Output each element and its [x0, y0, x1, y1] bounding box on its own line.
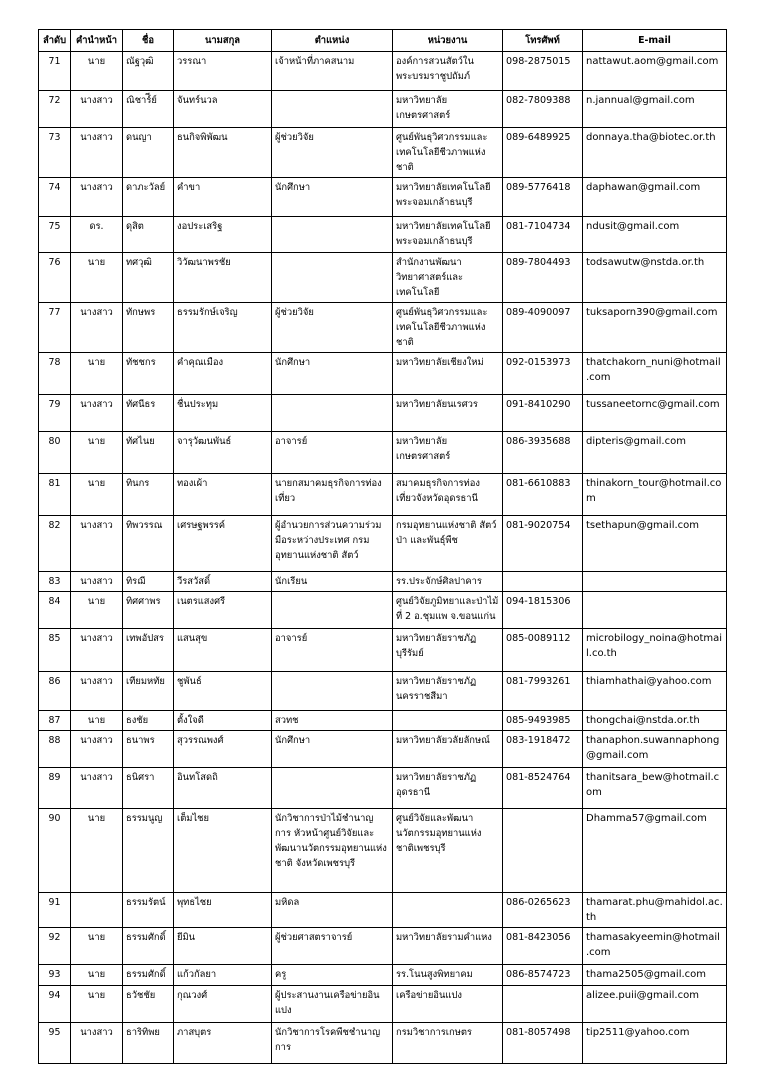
- cell-no: 75: [39, 217, 71, 253]
- cell-first-name: ทัชชกร: [123, 353, 174, 395]
- cell-position: [272, 395, 393, 432]
- cell-email: tsethapun@gmail.com: [583, 516, 727, 572]
- cell-email: tip2511@yahoo.com: [583, 1023, 727, 1064]
- cell-organization: องค์การสวนสัตว์ในพระบรมราชูปถัมภ์: [393, 52, 503, 91]
- cell-first-name: ทัศนีธร: [123, 395, 174, 432]
- cell-organization: ศูนย์วิจัยภูมิทยาและป่าไม้ที่ 2 อ.ชุมแพ จ.ขอนแก่น: [393, 592, 503, 629]
- cell-position: ผู้ประสานงานเครือข่ายอินแปง: [272, 986, 393, 1023]
- header-phone: โทรศัพท์: [503, 30, 583, 52]
- cell-phone: 081-6610883: [503, 474, 583, 516]
- cell-position: อาจารย์: [272, 432, 393, 474]
- table-row: [39, 572, 727, 592]
- cell-no: 78: [39, 353, 71, 395]
- cell-position: ผู้ช่วยศาสตราจารย์: [272, 928, 393, 965]
- cell-email: n.jannual@gmail.com: [583, 91, 727, 128]
- cell-first-name: ธงชัย: [123, 711, 174, 731]
- cell-first-name: ทินกร: [123, 474, 174, 516]
- cell-phone: [503, 986, 583, 1023]
- cell-email: dipteris@gmail.com: [583, 432, 727, 474]
- cell-prefix: นางสาว: [71, 516, 123, 572]
- cell-prefix: นาย: [71, 474, 123, 516]
- table-body: [39, 52, 727, 1064]
- table-row: [39, 217, 727, 253]
- cell-phone: 089-6489925: [503, 128, 583, 178]
- cell-position: [272, 217, 393, 253]
- cell-position: นักวิชาการโรคพืชชำนาญการ: [272, 1023, 393, 1064]
- header-prefix: คำนำหน้า: [71, 30, 123, 52]
- cell-organization: มหาวิทยาลัยเทคโนโลยีพระจอมเกล้าธนบุรี: [393, 217, 503, 253]
- cell-prefix: นางสาว: [71, 128, 123, 178]
- cell-first-name: ทิพวรรณ: [123, 516, 174, 572]
- cell-organization: ศูนย์วิจัยและพัฒนานวัตกรรมอุทยานแห่งชาติเพชรบุรี: [393, 809, 503, 893]
- table-row: [39, 474, 727, 516]
- cell-no: 84: [39, 592, 71, 629]
- cell-first-name: ธรรมศักดิ์: [123, 928, 174, 965]
- cell-phone: 086-3935688: [503, 432, 583, 474]
- table-row: [39, 516, 727, 572]
- cell-email: microbilogy_noina@hotmail.co.th: [583, 629, 727, 672]
- cell-last-name: สุวรรณพงศ์: [174, 731, 272, 768]
- cell-organization: มหาวิทยาลัยวลัยลักษณ์: [393, 731, 503, 768]
- cell-organization: ศูนย์พันธุวิศวกรรมและเทคโนโลยีชีวภาพแห่งชาติ: [393, 128, 503, 178]
- cell-position: [272, 592, 393, 629]
- cell-position: [272, 672, 393, 711]
- table-row: [39, 928, 727, 965]
- cell-phone: [503, 809, 583, 893]
- cell-first-name: ทัศไนย: [123, 432, 174, 474]
- cell-last-name: เต็มไชย: [174, 809, 272, 893]
- header-first-name: ชื่อ: [123, 30, 174, 52]
- cell-no: 90: [39, 809, 71, 893]
- cell-last-name: จารุวัฒนพันธ์: [174, 432, 272, 474]
- cell-phone: 089-4090097: [503, 303, 583, 353]
- cell-position: นักวิชาการป่าไม้ชำนาญการ หัวหน้าศูนย์วิจัยและพัฒนานวัตกรรมอุทยานแห่งชาติ จังหวัดเพชรบุรี: [272, 809, 393, 893]
- cell-first-name: ดาภะวัลย์: [123, 178, 174, 217]
- table-row: [39, 768, 727, 809]
- cell-first-name: เทียมหทัย: [123, 672, 174, 711]
- cell-email: thamarat.phu@mahidol.ac.th: [583, 893, 727, 928]
- cell-organization: ศูนย์พันธุวิศวกรรมและเทคโนโลยีชีวภาพแห่งชาติ: [393, 303, 503, 353]
- cell-position: นักศึกษา: [272, 731, 393, 768]
- cell-prefix: นางสาว: [71, 178, 123, 217]
- cell-last-name: วิวัฒนาพรชัย: [174, 253, 272, 303]
- cell-email: thatchakorn_nuni@hotmail.com: [583, 353, 727, 395]
- table-row: [39, 303, 727, 353]
- table-row: [39, 731, 727, 768]
- table-row: [39, 592, 727, 629]
- cell-prefix: นางสาว: [71, 731, 123, 768]
- table-row: [39, 629, 727, 672]
- cell-first-name: ธนาพร: [123, 731, 174, 768]
- cell-first-name: ธาริทิพย: [123, 1023, 174, 1064]
- cell-last-name: วรรณา: [174, 52, 272, 91]
- cell-no: 76: [39, 253, 71, 303]
- cell-position: เจ้าหน้าที่ภาคสนาม: [272, 52, 393, 91]
- cell-no: 95: [39, 1023, 71, 1064]
- cell-last-name: แสนสุข: [174, 629, 272, 672]
- cell-no: 81: [39, 474, 71, 516]
- cell-prefix: นางสาว: [71, 672, 123, 711]
- cell-organization: มหาวิทยาลัยราชภัฏบุรีรัมย์: [393, 629, 503, 672]
- cell-last-name: จันทร์นวล: [174, 91, 272, 128]
- cell-no: 71: [39, 52, 71, 91]
- cell-no: 73: [39, 128, 71, 178]
- cell-no: 85: [39, 629, 71, 672]
- cell-email: thamasakyeemin@hotmail.com: [583, 928, 727, 965]
- cell-position: ผู้ช่วยวิจัย: [272, 303, 393, 353]
- cell-organization: มหาวิทยาลัยเกษตรศาสตร์: [393, 432, 503, 474]
- cell-phone: 091-8410290: [503, 395, 583, 432]
- cell-phone: 081-7104734: [503, 217, 583, 253]
- cell-first-name: เทพอัปสร: [123, 629, 174, 672]
- header-organization: หน่วยงาน: [393, 30, 503, 52]
- cell-position: มหิดล: [272, 893, 393, 928]
- cell-last-name: ชูพันธ์: [174, 672, 272, 711]
- cell-prefix: นาย: [71, 711, 123, 731]
- cell-prefix: นาย: [71, 965, 123, 986]
- cell-phone: 098-2875015: [503, 52, 583, 91]
- cell-organization: สำนักงานพัฒนาวิทยาศาสตร์และเทคโนโลยี: [393, 253, 503, 303]
- table-row: [39, 809, 727, 893]
- cell-no: 92: [39, 928, 71, 965]
- cell-prefix: นาย: [71, 928, 123, 965]
- cell-first-name: ณิชาร์ีย์: [123, 91, 174, 128]
- cell-phone: 081-8524764: [503, 768, 583, 809]
- cell-phone: [503, 572, 583, 592]
- cell-organization: เครือข่ายอินแปง: [393, 986, 503, 1023]
- cell-prefix: นาย: [71, 432, 123, 474]
- cell-phone: 089-5776418: [503, 178, 583, 217]
- cell-first-name: ทศวุฒิ: [123, 253, 174, 303]
- cell-first-name: ธรรมศักดิ์: [123, 965, 174, 986]
- cell-phone: 083-1918472: [503, 731, 583, 768]
- cell-organization: มหาวิทยาลัยราชภัฏนครราชสีมา: [393, 672, 503, 711]
- cell-phone: 081-9020754: [503, 516, 583, 572]
- cell-position: นักเรียน: [272, 572, 393, 592]
- cell-last-name: ชื่นประทุม: [174, 395, 272, 432]
- cell-phone: 092-0153973: [503, 353, 583, 395]
- cell-email: ndusit@gmail.com: [583, 217, 727, 253]
- table-row: [39, 178, 727, 217]
- cell-last-name: คำขา: [174, 178, 272, 217]
- table-row: [39, 432, 727, 474]
- cell-no: 93: [39, 965, 71, 986]
- cell-last-name: งอประเสริฐ: [174, 217, 272, 253]
- cell-last-name: ทองเผ้า: [174, 474, 272, 516]
- cell-organization: มหาวิทยาลัยเชียงใหม่: [393, 353, 503, 395]
- cell-first-name: ธรรมรัตน์: [123, 893, 174, 928]
- cell-first-name: ธนิศรา: [123, 768, 174, 809]
- cell-last-name: ตั้งใจดี: [174, 711, 272, 731]
- cell-organization: รร.โนนสูงพิทยาคม: [393, 965, 503, 986]
- cell-email: thama2505@gmail.com: [583, 965, 727, 986]
- document-page: [38, 29, 727, 1064]
- cell-no: 83: [39, 572, 71, 592]
- cell-phone: 081-7993261: [503, 672, 583, 711]
- cell-email: tussaneetornc@gmail.com: [583, 395, 727, 432]
- cell-organization: มหาวิทยาลัยรามคำแหง: [393, 928, 503, 965]
- cell-phone: 082-7809388: [503, 91, 583, 128]
- cell-last-name: อินทโสดถิ: [174, 768, 272, 809]
- cell-email: [583, 592, 727, 629]
- cell-no: 79: [39, 395, 71, 432]
- cell-prefix: นางสาว: [71, 395, 123, 432]
- cell-position: ผู้อำนวยการส่วนความร่วมมือระหว่างประเทศ กรมอุทยานแห่งชาติ สัตว์: [272, 516, 393, 572]
- cell-no: 91: [39, 893, 71, 928]
- cell-phone: 086-0265623: [503, 893, 583, 928]
- cell-organization: [393, 711, 503, 731]
- cell-no: 87: [39, 711, 71, 731]
- table-row: [39, 91, 727, 128]
- cell-first-name: ทิศศาพร: [123, 592, 174, 629]
- cell-position: นักศึกษา: [272, 178, 393, 217]
- cell-email: thiamhathai@yahoo.com: [583, 672, 727, 711]
- cell-phone: 081-8057498: [503, 1023, 583, 1064]
- participant-table: [38, 29, 727, 1064]
- cell-position: ผู้ช่วยวิจัย: [272, 128, 393, 178]
- cell-position: [272, 91, 393, 128]
- cell-email: [583, 572, 727, 592]
- cell-organization: กรมอุทยานแห่งชาติ สัตว์ป่า และพันธุ์พืช: [393, 516, 503, 572]
- cell-first-name: ทิรฌี: [123, 572, 174, 592]
- header-position: ตำแหน่ง: [272, 30, 393, 52]
- cell-email: donnaya.tha@biotec.or.th: [583, 128, 727, 178]
- cell-organization: มหาวิทยาลัยนเรศวร: [393, 395, 503, 432]
- cell-organization: สมาคมธุรกิจการท่องเที่ยวจังหวัดอุดรธานี: [393, 474, 503, 516]
- table-row: [39, 672, 727, 711]
- table-row: [39, 353, 727, 395]
- cell-no: 89: [39, 768, 71, 809]
- cell-prefix: [71, 893, 123, 928]
- cell-prefix: นางสาว: [71, 572, 123, 592]
- cell-prefix: นางสาว: [71, 768, 123, 809]
- cell-first-name: ธวัชชัย: [123, 986, 174, 1023]
- cell-email: nattawut.aom@gmail.com: [583, 52, 727, 91]
- cell-email: Dhamma57@gmail.com: [583, 809, 727, 893]
- cell-phone: 086-8574723: [503, 965, 583, 986]
- cell-first-name: ดุสิต: [123, 217, 174, 253]
- cell-email: todsawutw@nstda.or.th: [583, 253, 727, 303]
- cell-last-name: แก้วกัลยา: [174, 965, 272, 986]
- cell-prefix: นาย: [71, 809, 123, 893]
- cell-last-name: ภาสบุตร: [174, 1023, 272, 1064]
- cell-phone: 089-7804493: [503, 253, 583, 303]
- table-row: [39, 1023, 727, 1064]
- cell-prefix: นาย: [71, 253, 123, 303]
- cell-no: 88: [39, 731, 71, 768]
- cell-last-name: ธรรมรักษ์เจริญ: [174, 303, 272, 353]
- cell-last-name: ธนกิจพิพัฒน: [174, 128, 272, 178]
- cell-prefix: นาย: [71, 592, 123, 629]
- cell-first-name: ดนญา: [123, 128, 174, 178]
- cell-phone: 085-9493985: [503, 711, 583, 731]
- table-row: [39, 253, 727, 303]
- cell-prefix: นาย: [71, 52, 123, 91]
- cell-first-name: ทักษพร: [123, 303, 174, 353]
- cell-last-name: เศรษฐพรรค์: [174, 516, 272, 572]
- cell-no: 77: [39, 303, 71, 353]
- cell-last-name: กุณวงศ์: [174, 986, 272, 1023]
- cell-no: 86: [39, 672, 71, 711]
- cell-organization: มหาวิทยาลัยเกษตรศาสตร์: [393, 91, 503, 128]
- cell-prefix: ดร.: [71, 217, 123, 253]
- table-row: [39, 986, 727, 1023]
- cell-organization: รร.ประจักษ์ศิลปาคาร: [393, 572, 503, 592]
- table-row: [39, 52, 727, 91]
- cell-last-name: เนตรแสงศรี: [174, 592, 272, 629]
- table-row: [39, 893, 727, 928]
- cell-prefix: นางสาว: [71, 1023, 123, 1064]
- cell-phone: 094-1815306: [503, 592, 583, 629]
- cell-email: daphawan@gmail.com: [583, 178, 727, 217]
- cell-prefix: นางสาว: [71, 303, 123, 353]
- cell-position: ครู: [272, 965, 393, 986]
- cell-position: นักศึกษา: [272, 353, 393, 395]
- cell-position: อาจารย์: [272, 629, 393, 672]
- cell-no: 74: [39, 178, 71, 217]
- cell-position: [272, 768, 393, 809]
- header-last-name: นามสกุล: [174, 30, 272, 52]
- cell-last-name: คำคุณเมือง: [174, 353, 272, 395]
- cell-email: thanitsara_bew@hotmail.com: [583, 768, 727, 809]
- cell-position: [272, 253, 393, 303]
- table-row: [39, 395, 727, 432]
- cell-position: นายกสมาคมธุรกิจการท่องเที่ยว: [272, 474, 393, 516]
- cell-no: 94: [39, 986, 71, 1023]
- cell-organization: มหาวิทยาลัยเทคโนโลยีพระจอมเกล้าธนบุรี: [393, 178, 503, 217]
- cell-no: 80: [39, 432, 71, 474]
- table-row: [39, 128, 727, 178]
- cell-no: 82: [39, 516, 71, 572]
- table-row: [39, 965, 727, 986]
- cell-first-name: ธรรมนูญ: [123, 809, 174, 893]
- cell-last-name: พุทธไชย: [174, 893, 272, 928]
- cell-email: tuksaporn390@gmail.com: [583, 303, 727, 353]
- cell-email: thanaphon.suwannaphong@gmail.com: [583, 731, 727, 768]
- cell-prefix: นางสาว: [71, 629, 123, 672]
- header-email: E-mail: [583, 30, 727, 52]
- cell-last-name: วีรสวัสดิ์: [174, 572, 272, 592]
- cell-no: 72: [39, 91, 71, 128]
- cell-prefix: นาย: [71, 353, 123, 395]
- cell-email: alizee.puii@gmail.com: [583, 986, 727, 1023]
- cell-position: สวทช: [272, 711, 393, 731]
- header-no: ลำดับ: [39, 30, 71, 52]
- table-header-row: [39, 30, 727, 52]
- cell-email: thinakorn_tour@hotmail.com: [583, 474, 727, 516]
- cell-prefix: นาย: [71, 986, 123, 1023]
- cell-last-name: ยีมิน: [174, 928, 272, 965]
- table-row: [39, 711, 727, 731]
- cell-prefix: นางสาว: [71, 91, 123, 128]
- cell-organization: [393, 893, 503, 928]
- cell-phone: 081-8423056: [503, 928, 583, 965]
- cell-phone: 085-0089112: [503, 629, 583, 672]
- cell-organization: กรมวิชาการเกษตร: [393, 1023, 503, 1064]
- cell-email: thongchai@nstda.or.th: [583, 711, 727, 731]
- cell-organization: มหาวิทยาลัยราชภัฏอุดรธานี: [393, 768, 503, 809]
- cell-first-name: ณัฐวุฒิ: [123, 52, 174, 91]
